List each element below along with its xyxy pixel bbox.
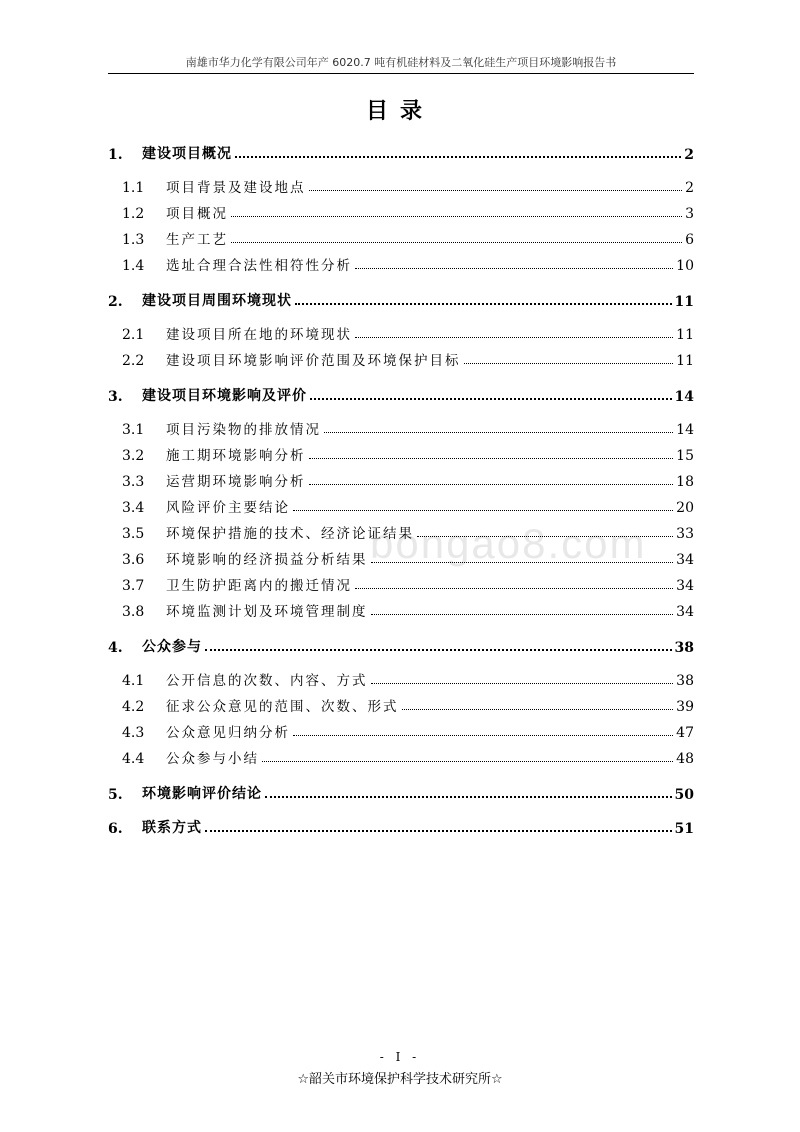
- toc-entry-page: 10: [676, 258, 694, 274]
- toc-dot-leader: [309, 484, 674, 485]
- toc-entry-page: 6: [685, 232, 694, 248]
- toc-entry-number: 4.: [108, 640, 123, 656]
- toc-dot-leader: [262, 761, 673, 762]
- toc-chapter-entry[interactable]: [108, 815, 694, 837]
- toc-dot-leader: [295, 303, 672, 305]
- toc-entry-page: 15: [676, 448, 694, 464]
- toc-entry-number: 1.3: [122, 232, 145, 248]
- toc-section-entry[interactable]: [108, 442, 694, 464]
- toc-section-entry[interactable]: [108, 546, 694, 568]
- page-title: 目录: [365, 99, 434, 124]
- toc-section-entry[interactable]: [108, 226, 694, 248]
- toc-entry-number: 6.: [108, 821, 123, 837]
- toc-entry-page: 14: [674, 389, 694, 405]
- toc-section-entry[interactable]: [108, 667, 694, 689]
- toc-entry-label: 征求公众意见的范围、次数、形式: [166, 699, 399, 715]
- toc-entry-label: 项目概况: [166, 206, 228, 222]
- toc-entry-label: 建设项目所在地的环境现状: [166, 327, 352, 343]
- toc-entry-label: 建设项目周围环境现状: [142, 293, 292, 309]
- toc-dot-leader: [293, 510, 673, 511]
- toc-section-entry[interactable]: [108, 598, 694, 620]
- toc-dot-leader: [417, 536, 673, 537]
- toc-entry-page: 11: [674, 294, 694, 310]
- toc-entry-page: 14: [676, 422, 694, 438]
- toc-entry-number: 4.2: [122, 699, 145, 715]
- toc-entry-label: 建设项目概况: [142, 146, 232, 162]
- toc-section-entry[interactable]: [108, 745, 694, 767]
- toc-entry-page: 38: [674, 640, 694, 656]
- page-number: - I -: [379, 1050, 421, 1064]
- toc-dot-leader: [235, 156, 681, 158]
- toc-dot-leader: [355, 337, 673, 338]
- toc-entry-page: 11: [676, 327, 694, 343]
- toc-section-entry[interactable]: [108, 494, 694, 516]
- toc-dot-leader: [371, 683, 674, 684]
- toc-dot-leader: [205, 830, 672, 832]
- toc-entry-number: 1.2: [122, 206, 145, 222]
- toc-dot-leader: [309, 190, 683, 191]
- toc-dot-leader: [231, 242, 682, 243]
- toc-entry-number: 2.: [108, 294, 123, 310]
- toc-entry-label: 项目背景及建设地点: [166, 180, 306, 196]
- toc-section-entry[interactable]: [108, 200, 694, 222]
- toc-chapter-entry[interactable]: [108, 141, 694, 163]
- toc-entry-number: 3.3: [122, 474, 145, 490]
- toc-entry-page: 18: [676, 474, 694, 490]
- toc-entry-page: 2: [685, 180, 694, 196]
- toc-chapter-entry[interactable]: [108, 634, 694, 656]
- toc-entry-number: 3.8: [122, 604, 145, 620]
- toc-entry-number: 3.1: [122, 422, 145, 438]
- toc-entry-page: 47: [676, 725, 694, 741]
- toc-entry-number: 2.2: [122, 353, 145, 369]
- toc-entry-label: 选址合理合法性相符性分析: [166, 258, 352, 274]
- toc-entry-label: 环境影响的经济损益分析结果: [166, 552, 368, 568]
- toc-entry-page: 3: [685, 206, 694, 222]
- toc-entry-number: 1.4: [122, 258, 145, 274]
- toc-chapter-entry[interactable]: [108, 288, 694, 310]
- toc-entry-label: 环境影响评价结论: [142, 786, 262, 802]
- toc-entry-page: 2: [684, 147, 694, 163]
- toc-entry-label: 建设项目环境影响及评价: [142, 388, 307, 404]
- toc-entry-label: 公开信息的次数、内容、方式: [166, 673, 368, 689]
- toc-dot-leader: [324, 432, 673, 433]
- toc-entry-label: 环境监测计划及环境管理制度: [166, 604, 368, 620]
- toc-dot-leader: [309, 458, 674, 459]
- toc-entry-page: 34: [676, 604, 694, 620]
- toc-entry-number: 1.1: [122, 180, 145, 196]
- toc-dot-leader: [293, 735, 673, 736]
- toc-dot-leader: [231, 216, 682, 217]
- toc-entry-page: 38: [676, 673, 694, 689]
- toc-entry-page: 33: [676, 526, 694, 542]
- toc-entry-label: 建设项目环境影响评价范围及环境保护目标: [166, 353, 461, 369]
- toc-dot-leader: [310, 398, 672, 400]
- toc-chapter-entry[interactable]: [108, 383, 694, 405]
- toc-dot-leader: [464, 363, 674, 364]
- toc-section-entry[interactable]: [108, 321, 694, 343]
- toc-entry-number: 5.: [108, 787, 123, 803]
- toc-section-entry[interactable]: [108, 468, 694, 490]
- toc-entry-number: 3.5: [122, 526, 145, 542]
- page-header: 南雄市华力化学有限公司年产 6020.7 吨有机硅材料及二氧化硅生产项目环境影响报告书: [185, 56, 617, 69]
- toc-section-entry[interactable]: [108, 416, 694, 438]
- toc-entry-label: 环境保护措施的技术、经济论证结果: [166, 526, 414, 542]
- toc-entry-number: 3.6: [122, 552, 145, 568]
- toc-entry-page: 51: [674, 821, 694, 837]
- toc-section-entry[interactable]: [108, 693, 694, 715]
- toc-entry-page: 20: [676, 500, 694, 516]
- toc-section-entry[interactable]: [108, 252, 694, 274]
- toc-entry-page: 39: [676, 699, 694, 715]
- toc-section-entry[interactable]: [108, 572, 694, 594]
- toc-entry-label: 公众参与: [142, 639, 202, 655]
- toc-chapter-entry[interactable]: [108, 781, 694, 803]
- toc-section-entry[interactable]: [108, 520, 694, 542]
- toc-dot-leader: [265, 796, 672, 798]
- toc-entry-number: 3.2: [122, 448, 145, 464]
- toc-entry-number: 1.: [108, 147, 123, 163]
- toc-entry-label: 项目污染物的排放情况: [166, 422, 321, 438]
- toc-dot-leader: [371, 562, 674, 563]
- toc-entry-page: 11: [676, 353, 694, 369]
- toc-entry-page: 48: [676, 751, 694, 767]
- toc-section-entry[interactable]: [108, 174, 694, 196]
- toc-entry-number: 4.1: [122, 673, 145, 689]
- toc-entry-page: 34: [676, 552, 694, 568]
- toc-entry-page: 50: [674, 787, 694, 803]
- toc-entry-number: 4.4: [122, 751, 145, 767]
- toc-entry-number: 3.4: [122, 500, 145, 516]
- footer-organization: ☆韶关市环境保护科学技术研究所☆: [297, 1072, 503, 1087]
- toc-entry-page: 34: [676, 578, 694, 594]
- toc-entry-number: 2.1: [122, 327, 145, 343]
- toc-entry-label: 风险评价主要结论: [166, 500, 290, 516]
- toc-entry-label: 卫生防护距离内的搬迁情况: [166, 578, 352, 594]
- toc-entry-label: 生产工艺: [166, 232, 228, 248]
- toc-entry-label: 运营期环境影响分析: [166, 474, 306, 490]
- toc-dot-leader: [355, 588, 673, 589]
- toc-dot-leader: [205, 649, 672, 651]
- toc-dot-leader: [402, 709, 674, 710]
- toc-entry-label: 公众参与小结: [166, 751, 259, 767]
- toc-dot-leader: [355, 268, 673, 269]
- toc-dot-leader: [371, 614, 674, 615]
- toc-entry-number: 3.: [108, 389, 123, 405]
- toc-entry-label: 公众意见归纳分析: [166, 725, 290, 741]
- toc-section-entry[interactable]: [108, 347, 694, 369]
- toc-entry-label: 联系方式: [142, 820, 202, 836]
- toc-entry-number: 3.7: [122, 578, 145, 594]
- toc-section-entry[interactable]: [108, 719, 694, 741]
- watermark: bongao8.com: [370, 520, 647, 567]
- toc-entry-number: 4.3: [122, 725, 145, 741]
- header-divider: [108, 73, 694, 74]
- toc-entry-label: 施工期环境影响分析: [166, 448, 306, 464]
